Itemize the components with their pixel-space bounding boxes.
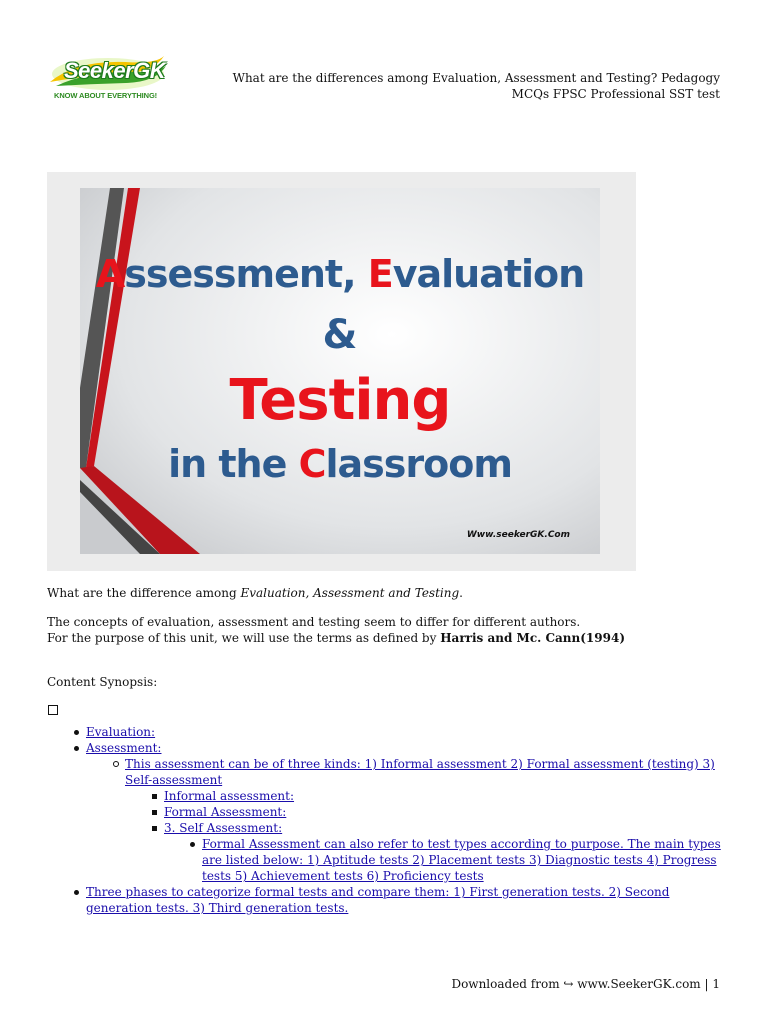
document-title (220, 70, 720, 102)
checkbox-icon (48, 705, 58, 715)
site-logo[interactable] (46, 52, 168, 104)
slide-line-2: & (322, 312, 358, 358)
slide-line-1: Assessment, Evaluation (95, 252, 585, 296)
self-sublist (202, 836, 726, 884)
toc-link-three-phases[interactable]: Three phases to categorize formal tests and compare them: 1) First generation tests. 2) Second generation tests. 3) Third generation tests. (86, 885, 670, 915)
concepts-line-2: For the purpose of this unit, we will use the terms as defined by Harris and Mc. Cann(1994) (47, 631, 626, 645)
slide-watermark: Www.seekerGK.Com (466, 530, 570, 540)
list-item (86, 884, 726, 916)
list-item (164, 820, 726, 884)
logo-brand-text: SeekerGK (64, 58, 166, 83)
list-item (86, 724, 726, 740)
toc-link-formal[interactable]: Formal Assessment: (164, 805, 287, 819)
toc-link-self[interactable]: 3. Self Assessment: (164, 821, 283, 835)
toc-link-three-kinds[interactable]: This assessment can be of three kinds: 1) Informal assessment 2) Formal assessment (testing) 3) Self-assessment (125, 757, 715, 787)
page-footer: Downloaded from ↪ www.SeekerGK.com | 1 (451, 977, 720, 991)
logo-tagline: KNOW ABOUT EVERYTHING! (54, 91, 158, 100)
document-title-line-2: MCQs FPSC Professional SST test (511, 87, 720, 101)
slide-line-4: in the Classroom (168, 442, 512, 486)
content-synopsis-label: Content Synopsis: (47, 675, 158, 689)
banner-image (47, 172, 636, 571)
kinds-sublist (164, 788, 726, 884)
list-item (202, 836, 726, 884)
document-title-line-1: What are the differences among Evaluation, Assessment and Testing? Pedagogy (232, 71, 720, 85)
slide-text (80, 188, 600, 554)
intro-paragraph: What are the difference among Evaluation, Assessment and Testing. (47, 586, 463, 600)
assessment-sublist (125, 756, 726, 884)
list-item (164, 804, 726, 820)
toc-link-test-types[interactable]: Formal Assessment can also refer to test types according to purpose. The main types are listed below: 1) Aptitude tests 2) Placement tests 3) Diagnostic tests 4) Progress tests 5) Achievement tests 6) Proficiency tests (202, 837, 721, 883)
concepts-line-1: The concepts of evaluation, assessment and testing seem to differ for different authors. (47, 615, 581, 629)
concepts-paragraph (47, 614, 625, 646)
toc-link-informal[interactable]: Informal assessment: (164, 789, 295, 803)
list-item (86, 740, 726, 884)
slide-line-3: Testing (229, 368, 451, 433)
list-item (164, 788, 726, 804)
list-item (125, 756, 726, 884)
toc-link-assessment[interactable]: Assessment: (86, 741, 162, 755)
toc-link-evaluation[interactable]: Evaluation: (86, 725, 156, 739)
content-synopsis-list (86, 724, 726, 916)
